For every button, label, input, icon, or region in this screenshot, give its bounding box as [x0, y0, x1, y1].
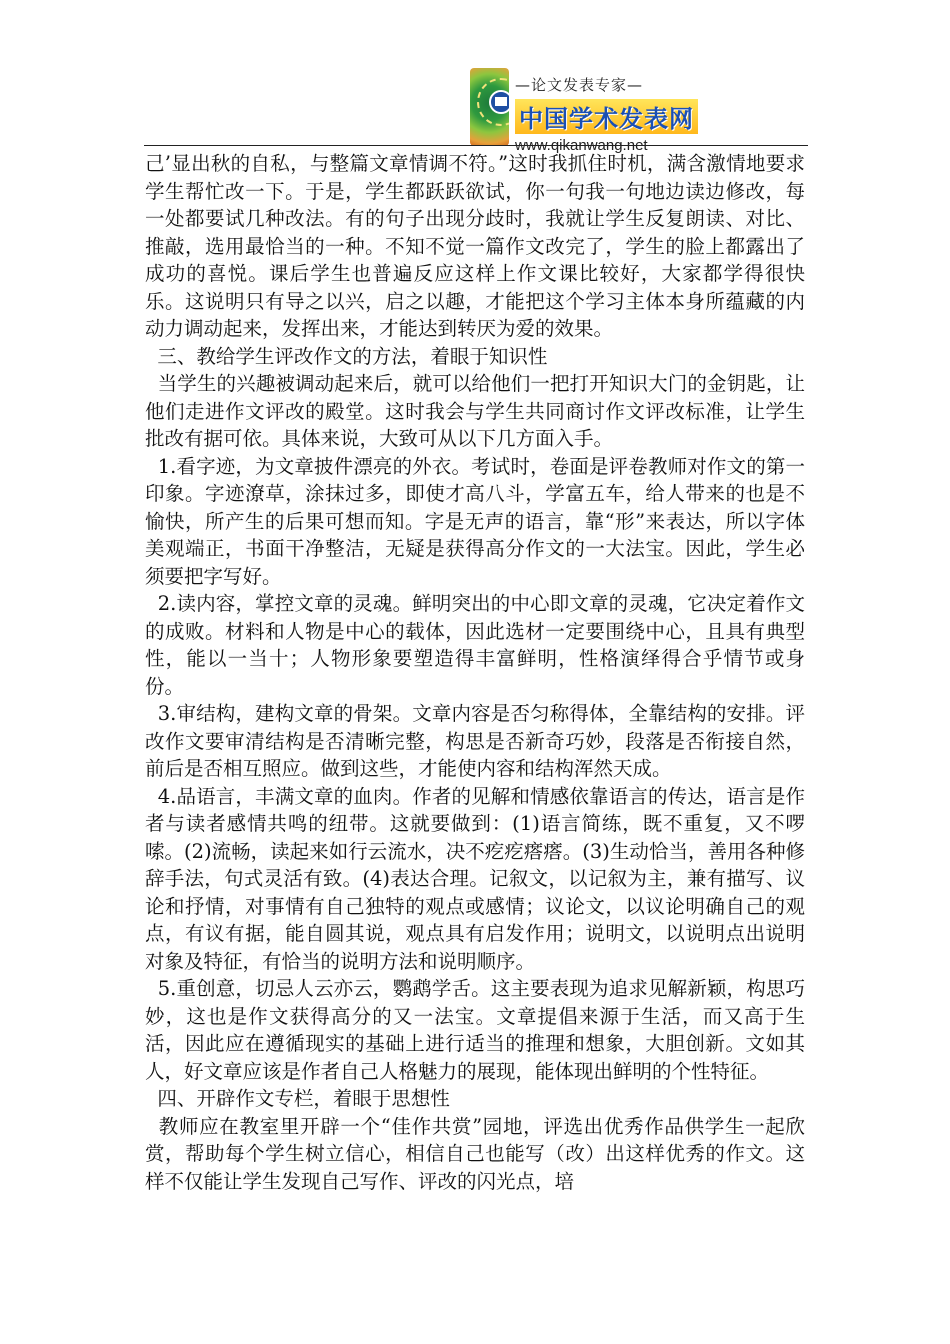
- paragraph-point-2: 2.读内容，掌控文章的灵魂。鲜明突出的中心即文章的灵魂，它决定着作文的成败。材料和人物是中心的载体，因此选材一定要围绕中心，且具有典型性，能以一当十；人物形象要塑造得丰富鲜明，性格演绎得合乎情节或身份。: [145, 592, 805, 698]
- logo-seal-icon: [470, 68, 509, 146]
- paragraph-point-5: 5.重创意，切忌人云亦云，鹦鹉学舌。这主要表现为追求见解新颖，构思巧妙，这也是作文获得高分的又一法宝。文章提倡来源于生活，而又高于生活，因此应在遵循现实的基础上进行适当的推理和想象，大胆创新。文如其人，好文章应该是作者自己人格魅力的展现，能体现出鲜明的个性特征。: [145, 977, 805, 1083]
- paragraph-point-4: 4.品语言，丰满文章的血肉。作者的见解和情感依靠语言的传达，语言是作者与读者感情共鸣的纽带。这就要做到：(1)语言简练，既不重复，又不啰嗦。(2)流畅，读起来如行云流水，决不疙疙瘩瘩。(3)生动恰当，善用各种修辞手法，句式灵活有致。(4)表达合理。记叙文，以记叙为主，兼有描写、议论和抒情，对事情有自己独特的观点或感情；议论文，以议论明确自己的观点，有议有据，能自圆其说，观点具有启发作用；说明文，以说明点出说明对象及特征，有恰当的说明方法和说明顺序。: [145, 784, 805, 973]
- seal-book-icon: [495, 97, 507, 106]
- document-body: [145, 150, 805, 1195]
- site-logo: [470, 68, 698, 154]
- paragraph-point-3: 3.审结构，建构文章的骨架。文章内容是否匀称得体，全靠结构的安排。评改作文要审清结构是否清晰完整，构思是否新奇巧妙，段落是否衔接自然，前后是否相互照应。做到这些，才能使内容和结构浑然天成。: [145, 702, 805, 780]
- section-heading-4: 四、开辟作文专栏，着眼于思想性: [145, 1087, 450, 1110]
- header-divider: [144, 145, 808, 146]
- logo-slogan: —论文发表专家—: [515, 76, 644, 94]
- logo-url: www.qikanwang.net: [515, 137, 648, 154]
- paragraph-point-1: 1.看字迹，为文章披件漂亮的外衣。考试时，卷面是评卷教师对作文的第一印象。字迹潦草，涂抹过多，即使才高八斗，学富五车，给人带来的也是不愉快，所产生的后果可想而知。字是无声的语言，靠“形”来表达，所以字体美观端正，书面干净整洁，无疑是获得高分作文的一大法宝。因此，学生必须要把字写好。: [145, 454, 805, 588]
- paragraph-intro: 当学生的兴趣被调动起来后，就可以给他们一把打开知识大门的金钥匙，让他们走进作文评改的殿堂。这时我会与学生共同商讨作文评改标准，让学生批改有据可依。具体来说，大致可从以下几方面入手。: [145, 372, 805, 450]
- logo-text: [509, 68, 698, 154]
- section-heading-3: 三、教给学生评改作文的方法，着眼于知识性: [145, 344, 548, 368]
- paragraph-continuation: 己’显出秋的自私，与整篇文章情调不符。”这时我抓住时机，满含激情地要求学生帮忙改一下。于是，学生都跃跃欲试，你一句我一句地边读边修改，每一处都要试几种改法。有的句子出现分歧时，我就让学生反复朗读、对比、推敲，选用最恰当的一种。不知不觉一篇作文改完了，学生的脸上都露出了成功的喜悦。课后学生也普遍反应这样上作文课比较好，大家都学得很快乐。这说明只有导之以兴，启之以趣，才能把这个学习主体本身所蕴藏的内动力调动起来，发挥出来，才能达到转厌为爱的效果。: [145, 152, 805, 340]
- logo-brand-name: 中国学术发表网: [515, 99, 698, 134]
- paragraph-final: 教师应在教室里开辟一个“佳作共赏”园地，评选出优秀作品供学生一起欣赏，帮助每个学生树立信心，相信自己也能写（改）出这样优秀的作文。这样不仅能让学生发现自己写作、评改的闪光点，培: [145, 1114, 805, 1193]
